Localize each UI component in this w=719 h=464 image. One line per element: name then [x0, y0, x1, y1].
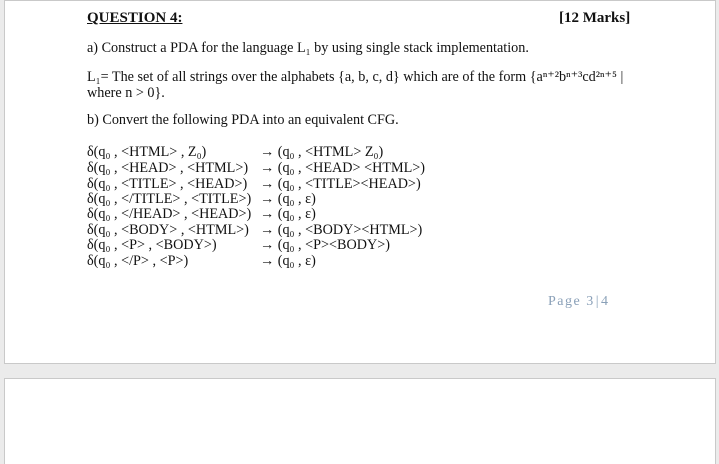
- transition-right: → (q₀ , <HEAD> <HTML>): [260, 160, 426, 176]
- transition-right: → (q₀ , ε): [260, 191, 316, 207]
- transition-right: → (q₀ , <BODY><HTML>): [260, 222, 423, 238]
- question-marks: [12 Marks]: [559, 10, 631, 26]
- language-definition-line1: L₁= The set of all strings over the alphabets {a, b, c, d} which are of the form {aⁿ⁺²bⁿ⁺³cd²ⁿ⁺⁵ |: [87, 69, 624, 85]
- question-title: QUESTION 4:: [87, 10, 183, 26]
- page-word: Page: [548, 294, 582, 309]
- transition-right: → (q₀ , ε): [260, 206, 316, 222]
- transition-left: δ(q₀ , </TITLE> , <TITLE>): [87, 191, 252, 207]
- transition-left: δ(q₀ , <HTML> , Z₀): [87, 144, 207, 160]
- part-a-prompt: a) Construct a PDA for the language L₁ by using single stack implementation.: [87, 40, 529, 56]
- transition-left: δ(q₀ , <P> , <BODY>): [87, 237, 217, 253]
- part-b-prompt: b) Convert the following PDA into an equivalent CFG.: [87, 112, 399, 128]
- page-footer: [548, 294, 610, 310]
- transition-left: δ(q₀ , <BODY> , <HTML>): [87, 222, 249, 238]
- page-number: 3: [586, 294, 595, 309]
- transition-left: δ(q₀ , </P> , <P>): [87, 253, 189, 269]
- next-document-page: [4, 378, 716, 464]
- transition-left: δ(q₀ , <HEAD> , <HTML>): [87, 160, 249, 176]
- transition-left: δ(q₀ , <TITLE> , <HEAD>): [87, 176, 248, 192]
- transition-right: → (q₀ , <TITLE><HEAD>): [260, 176, 421, 192]
- transition-right: → (q₀ , <P><BODY>): [260, 237, 390, 253]
- transition-right: → (q₀ , ε): [260, 253, 316, 269]
- transition-right: → (q₀ , <HTML> Z₀): [260, 144, 384, 160]
- language-definition-line2: where n > 0}.: [87, 85, 165, 101]
- transition-left: δ(q₀ , </HEAD> , <HEAD>): [87, 206, 252, 222]
- page-total: 4: [601, 294, 610, 309]
- page-separator: |: [595, 294, 601, 309]
